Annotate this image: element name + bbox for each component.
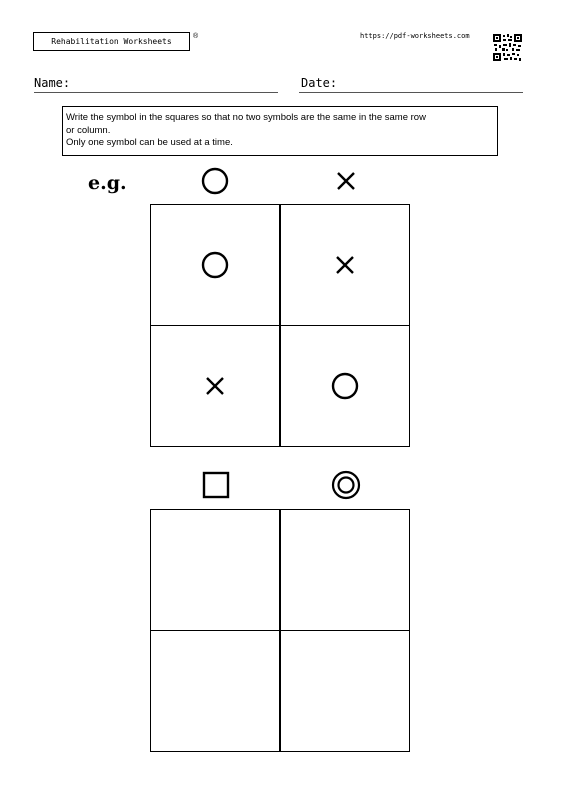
cross-icon: [200, 371, 230, 401]
circle-icon: [200, 166, 230, 196]
cross-icon: [331, 166, 361, 196]
exercise-grid: [150, 509, 410, 751]
cross-icon: [330, 250, 360, 280]
instruction-line: Write the symbol in the squares so that no two symbols are the same in the same row or column.: [66, 112, 426, 136]
instructions-box: [62, 106, 498, 156]
worksheet-title-box: Rehabilitation Worksheets: [33, 32, 190, 51]
date-label: Date:: [301, 76, 338, 90]
example-grid-cell: [150, 325, 280, 447]
name-field[interactable]: [34, 92, 278, 93]
example-grid-cell: [150, 204, 280, 326]
instruction-line: Only one symbol can be used at a time.: [66, 137, 233, 148]
square-icon: [201, 470, 231, 500]
name-label: Name:: [34, 76, 71, 90]
date-field[interactable]: [299, 92, 523, 93]
qr-code-icon: [493, 34, 522, 61]
site-url[interactable]: https://pdf-worksheets.com: [360, 32, 470, 40]
example-grid-cell: [280, 325, 410, 447]
exercise-grid-cell[interactable]: [280, 630, 410, 752]
example-label: e.g.: [88, 172, 127, 194]
exercise-grid-cell[interactable]: [280, 509, 410, 631]
circle-icon: [330, 371, 360, 401]
example-grid-cell: [280, 204, 410, 326]
registered-mark: ®: [193, 33, 199, 40]
exercise-grid-cell[interactable]: [150, 509, 280, 631]
example-grid: [150, 204, 410, 446]
double-circle-icon: [331, 470, 361, 500]
exercise-grid-cell[interactable]: [150, 630, 280, 752]
circle-icon: [200, 250, 230, 280]
